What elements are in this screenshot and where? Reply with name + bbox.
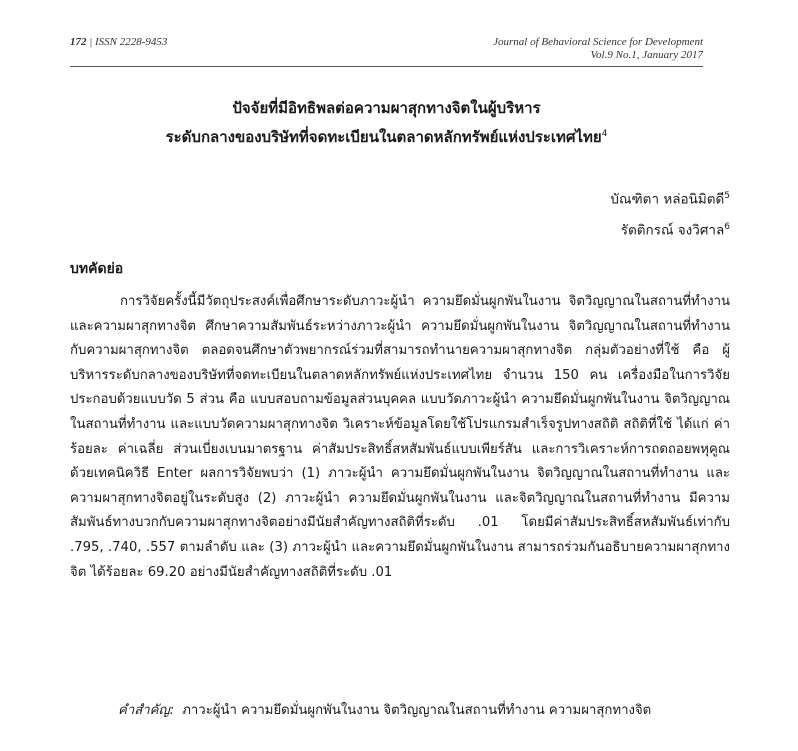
author-list bbox=[610, 183, 730, 244]
author-1-name: บัณฑิตา หล่อนิมิตดี bbox=[610, 191, 725, 208]
title-line-2-text: ระดับกลางของบริษัทที่จดทะเบียนในตลาดหลักทรัพย์แห่งประเทศไทย bbox=[165, 128, 602, 146]
author-2 bbox=[610, 214, 730, 245]
journal-name: Journal of Behavioral Science for Development bbox=[493, 36, 703, 48]
running-header bbox=[70, 36, 703, 76]
abstract-body: การวิจัยครั้งนี้มีวัตถุประสงค์เพื่อศึกษาระดับภาวะผู้นำ ความยึดมั่นผูกพันในงาน จิตวิญญาณในสถานที่ทำงาน และความผาสุกทางจิต ศึกษาความสัมพันธ์ระหว่างภาวะผู้นำ ความยึดมั่นผูกพันในงาน จิตวิญญาณในสถานที่ทำงานกับความผาสุกทางจิต ตลอดจนศึกษาตัวพยากรณ์ร่วมที่สามารถทำนายความผาสุกทางจิต กลุ่มตัวอย่างที่ใช้ คือ ผู้บริหารระดับกลางของบริษัทที่จดทะเบียนในตลาดหลักทรัพย์แห่งประเทศไทย จำนวน 150 คน เครื่องมือในการวิจัย ประกอบด้วยแบบวัด 5 ส่วน คือ แบบสอบถามข้อมูลส่วนบุคคล แบบวัดภาวะผู้นำ ความยึดมั่นผูกพันในงาน จิตวิญญาณในสถานที่ทำงาน และแบบวัดความผาสุกทางจิต วิเคราะห์ข้อมูลโดยใช้โปรแกรมสำเร็จรูปทางสถิติ สถิติที่ใช้ ได้แก่ ค่าร้อยละ ค่าเฉลี่ย ส่วนเบี่ยงเบนมาตรฐาน ค่าสัมประสิทธิ์สหสัมพันธ์แบบเพียร์สัน และการวิเคราะห์การถดถอยพหุคูณด้วยเทคนิควิธี Enter ผลการวิจัยพบว่า (1) ภาวะผู้นำ ความยึดมั่นผูกพันในงาน จิตวิญญาณในสถานที่ทำงาน และความผาสุกทางจิตอยู่ในระดับสูง (2) ภาวะผู้นำ ความยึดมั่นผูกพันในงาน และจิตวิญญาณในสถานที่ทำงาน มีความสัมพันธ์ทางบวกกับความผาสุกทางจิตอย่างมีนัยสำคัญทางสถิติที่ระดับ .01 โดยมีค่าสัมประสิทธิ์สหสัมพันธ์เท่ากับ .795, .740, .557 ตามลำดับ และ (3) ภาวะผู้นำ และความยึดมั่นผูกพันในงาน สามารถร่วมกันอธิบายความผาสุกทางจิต ได้ร้อยละ 69.20 อย่างมีนัยสำคัญทางสถิติที่ระดับ .01 bbox=[70, 294, 730, 580]
header-page-info bbox=[70, 36, 167, 48]
author-2-name: รัตติกรณ์ จงวิศาล bbox=[620, 222, 725, 238]
title-line-2 bbox=[70, 121, 703, 150]
header-journal-info bbox=[493, 36, 703, 62]
issn: | ISSN 2228-9453 bbox=[86, 36, 168, 48]
keywords-label: คำสำคัญ: bbox=[118, 703, 175, 718]
keywords-text: ภาวะผู้นำ ความยึดมั่นผูกพันในงาน จิตวิญญาณในสถานที่ทำงาน ความผาสุกทางจิต bbox=[182, 703, 652, 718]
header-divider bbox=[70, 66, 703, 67]
title-footnote-mark: 4 bbox=[601, 129, 608, 139]
title-line-1: ปัจจัยที่มีอิทธิพลต่อความผาสุกทางจิตในผู้บริหาร bbox=[232, 99, 541, 117]
author-1 bbox=[610, 183, 730, 214]
author-2-footnote-mark: 6 bbox=[724, 221, 730, 232]
page-number: 172 bbox=[70, 36, 87, 48]
journal-volume: Vol.9 No.1, January 2017 bbox=[590, 49, 703, 61]
keywords-line bbox=[118, 700, 738, 722]
article-title bbox=[70, 95, 703, 150]
author-1-footnote-mark: 5 bbox=[724, 191, 730, 201]
abstract-heading: บทคัดย่อ bbox=[70, 261, 124, 277]
